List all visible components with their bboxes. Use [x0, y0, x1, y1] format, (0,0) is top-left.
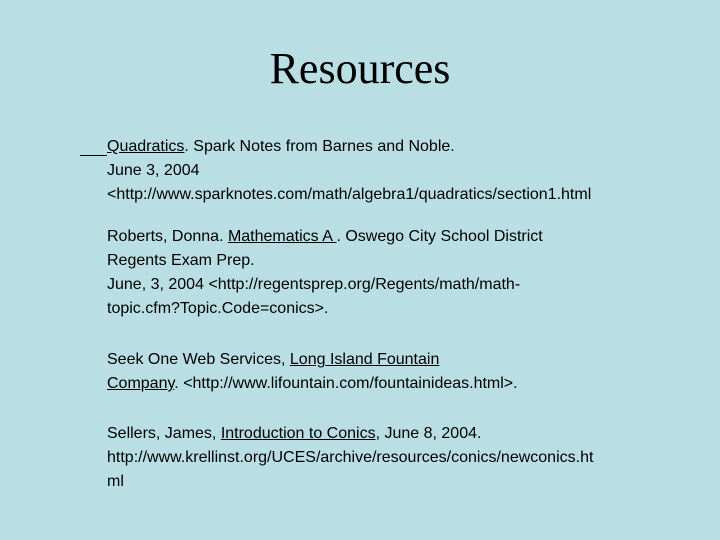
resource-entry-roberts — [107, 225, 667, 321]
resource-title: Long Island Fountain — [289, 351, 440, 368]
resource-url: June, 3, 2004 <http://regentsprep.org/Regents/math/math- — [107, 276, 521, 293]
resource-date: June 3, 2004 — [107, 162, 200, 179]
resource-entry-seek-one — [107, 348, 667, 396]
entry-line — [107, 422, 667, 446]
resource-title: Introduction to Conics, — [220, 425, 381, 442]
resource-url: http://www.krellinst.org/UCES/archive/resources/conics/newconics.ht — [107, 449, 594, 466]
resource-entry-sellers — [107, 422, 667, 494]
resource-url: <http://www.sparknotes.com/math/algebra1/quadratics/section1.html — [107, 186, 592, 203]
resource-source: . Oswego City School District — [336, 228, 543, 245]
leading-underline — [80, 155, 107, 156]
entry-line — [107, 348, 667, 372]
resource-source: . Spark Notes from Barnes and Noble. — [184, 138, 455, 155]
resource-date: June 8, 2004. — [380, 425, 482, 442]
resource-url-continued: ml — [107, 473, 124, 490]
entry-line — [107, 225, 667, 249]
resource-entry-quadratics — [107, 135, 667, 207]
entry-line — [107, 135, 667, 159]
resource-publisher: Regents Exam Prep. — [107, 252, 255, 269]
resource-author: Roberts, Donna. — [107, 228, 228, 245]
resource-title: Mathematics A — [227, 228, 337, 245]
resource-url-continued: topic.cfm?Topic.Code=conics>. — [107, 300, 329, 317]
resource-title: Quadratics — [107, 138, 185, 155]
entry-line — [107, 372, 667, 396]
resource-author: Sellers, James, — [107, 425, 221, 442]
page-title: Resources — [269, 44, 451, 93]
resource-author: Seek One Web Services, — [107, 351, 290, 368]
resource-url: . <http://www.lifountain.com/fountainideas.html>. — [174, 375, 518, 392]
resource-title-continued: Company — [107, 375, 175, 392]
